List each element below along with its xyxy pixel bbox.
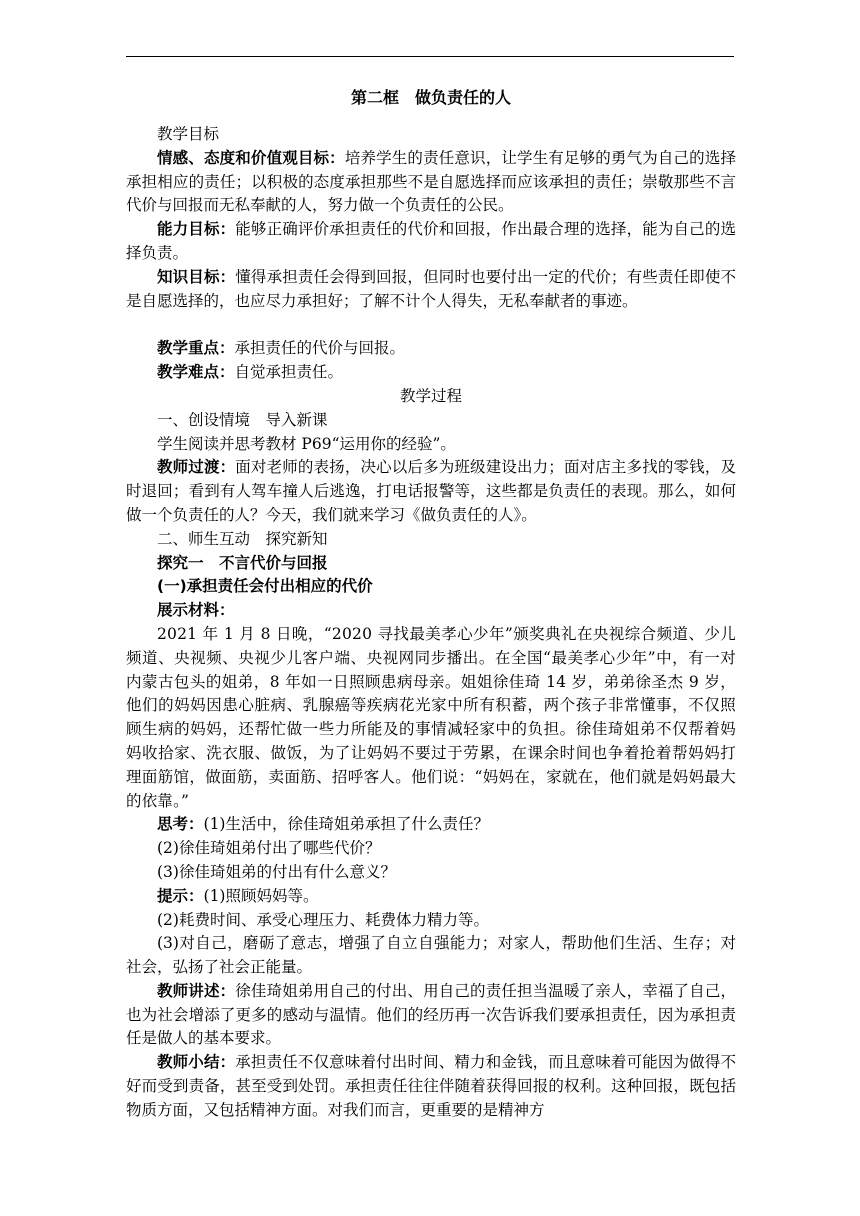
section-heading-2: 二、师生互动 探究新知 [157, 529, 328, 548]
teacher-transition [126, 456, 736, 527]
lecture-label: 教师讲述： [157, 981, 236, 1000]
objective-text: 培养学生的责任意识，让学生有足够的勇气为自己的选择承担相应的责任；以积极的态度承担那些不是自愿选择而应该承担的责任；崇敬那些不言代价与回报而无私奉献的人，努力做一个负责任的公民。 [126, 148, 736, 215]
header-rule [126, 56, 734, 57]
key-point-text: 承担责任的代价与回报。 [234, 339, 406, 358]
document-body [126, 86, 736, 1123]
explore-heading-1: 探究一 不言代价与回报 [157, 553, 328, 572]
difficulty-text: 自觉承担责任。 [234, 363, 344, 382]
key-point-label: 教学重点： [157, 339, 235, 358]
material-label: 展示材料： [157, 601, 235, 620]
objective-text: 能够正确评价承担责任的代价和回报，作出最合理的选择，能为自己的选择负责。 [126, 220, 736, 262]
transition-text: 面对老师的表扬，决心以后多为班级建设出力；面对店主多找的零钱，及时退回；看到有人驾车撞人后逃逸，打电话报警等，这些都是负责任的表现。那么，如何做一个负责任的人？今天，我们就来学习《做负责任的人》。 [126, 458, 736, 524]
think-q1 [126, 813, 736, 837]
objective-label: 情感、态度和价值观目标： [157, 148, 345, 167]
section-1-text: 学生阅读并思考教材 P69“运用你的经验”。 [157, 434, 456, 453]
summary-text: 承担责任不仅意味着付出时间、精力和金钱，而且意味着可能因为做得不好而受到责备，甚至受到处罚。承担责任往往伴随着获得回报的权利。这种回报，既包括物质方面，又包括精神方面。对我们而言，更重要的是精神方 [126, 1053, 736, 1119]
section-heading-1: 一、创设情境 导入新课 [157, 410, 328, 429]
hint-a3: (3)对自己，磨砺了意志，增强了自立自强能力；对家人，帮助他们生活、生存；对社会，弘扬了社会正能量。 [126, 934, 736, 977]
teacher-summary [126, 1051, 736, 1122]
objective-ability [126, 218, 736, 266]
material-text: 2021 年 1 月 8 日晚，“2020 寻找最美孝心少年”颁奖典礼在央视综合频道、少儿频道、央视频、央视少儿客户端、央视网同步播出。在全国“最美孝心少年”中，有一对内蒙古包头的姐弟，8 年如一日照顾患病母亲。姐姐徐佳琦 14 岁，弟弟徐圣杰 9 岁，他们的妈妈因患心脏病、乳腺癌等疾病花光家中所有积蓄，两个孩子非常懂事，不仅照顾生病的妈妈，还帮忙做一些力所能及的事情减轻家中的负担。徐佳琦姐弟不仅帮着妈妈收拾家、洗衣服、做饭，为了让妈妈不要过于劳累，在课余时间也争着抢着帮妈妈打理面筋馆，做面筋，卖面筋、招呼客人。他们说：“妈妈在，家就在，他们就是妈妈最大的依靠。” [126, 624, 736, 810]
process-heading: 教学过程 [399, 386, 462, 405]
think-label: 思考： [157, 815, 204, 834]
think-q3: (3)徐佳琦姐弟的付出有什么意义？ [157, 862, 396, 881]
summary-label: 教师小结： [157, 1053, 236, 1072]
transition-label: 教师过渡： [157, 458, 236, 477]
hint-label: 提示： [157, 886, 204, 905]
key-point [126, 337, 736, 361]
hint-answer: (1)照顾妈妈等。 [203, 886, 319, 905]
hint-a2: (2)耗费时间、承受心理压力、耗费体力精力等。 [157, 910, 489, 929]
objective-label: 知识目标： [157, 267, 236, 286]
think-question: (1)生活中，徐佳琦姐弟承担了什么责任？ [203, 815, 489, 834]
sub-heading-1: (一)承担责任会付出相应的代价 [157, 577, 373, 596]
objective-text: 懂得承担责任会得到回报，但同时也要付出一定的代价；有些责任即使不是自愿选择的，也应尽力承担好；了解不计个人得失，无私奉献者的事迹。 [126, 267, 736, 310]
spacer [126, 313, 736, 337]
think-q2: (2)徐佳琦姐弟付出了哪些代价？ [157, 839, 381, 858]
lecture-text: 徐佳琦姐弟用自己的付出、用自己的责任担当温暖了亲人，幸福了自己，也为社会增添了更多的感动与温情。他们的经历再一次告诉我们要承担责任，因为承担责任是做人的基本要求。 [126, 981, 736, 1048]
hint-a1 [126, 885, 736, 909]
difficulty [126, 361, 736, 385]
page-title: 第二框 做负责任的人 [350, 88, 511, 107]
objective-label: 能力目标： [157, 220, 236, 239]
objective-knowledge [126, 266, 736, 314]
objectives-heading: 教学目标 [157, 125, 220, 143]
difficulty-label: 教学难点： [157, 363, 235, 382]
objective-emotion [126, 147, 736, 218]
teacher-lecture [126, 980, 736, 1051]
